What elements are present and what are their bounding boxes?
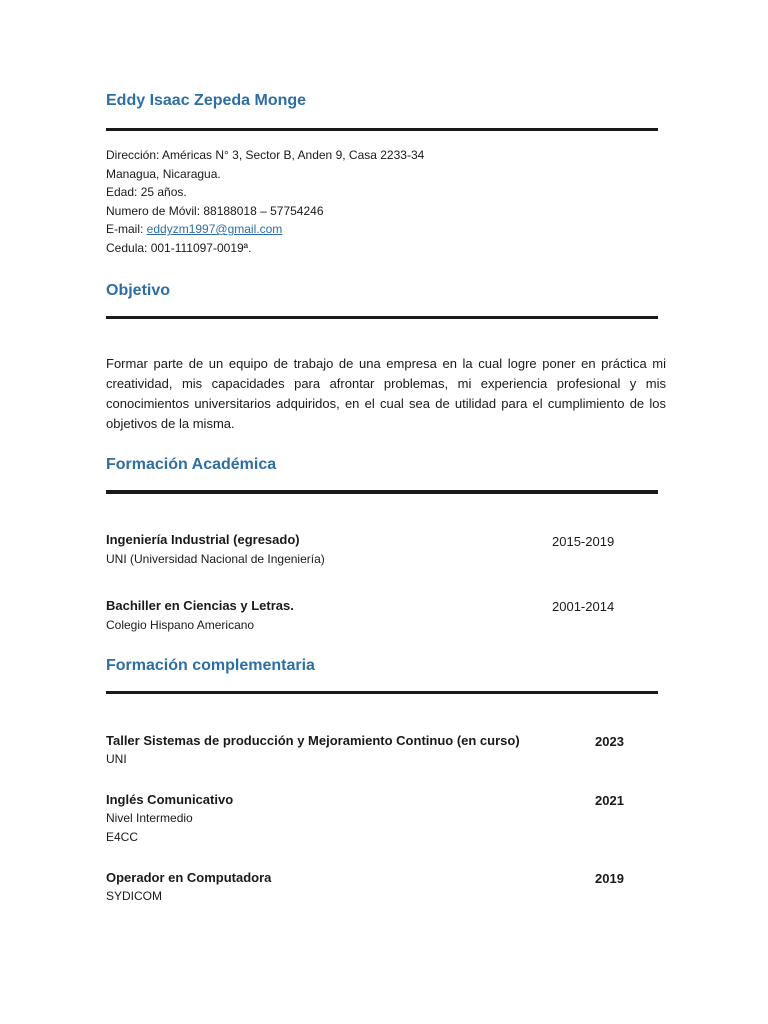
complementary-entry-title: Operador en Computadora bbox=[106, 870, 272, 885]
academic-heading: Formación Académica bbox=[106, 456, 277, 473]
complementary-entry-level: Nivel Intermedio bbox=[106, 811, 193, 825]
complementary-entry-year: 2019 bbox=[595, 871, 624, 886]
complementary-entry-institution: E4CC bbox=[106, 830, 139, 844]
complementary-entry-institution: SYDICOM bbox=[106, 889, 163, 903]
id-line: Cedula: 001-111097-0019ª. bbox=[106, 240, 252, 255]
phone-line: Numero de Móvil: 88188018 – 57754246 bbox=[106, 203, 324, 218]
academic-entry-years: 2015-2019 bbox=[552, 534, 615, 549]
complementary-divider bbox=[106, 691, 658, 694]
age-line: Edad: 25 años. bbox=[106, 185, 187, 199]
name-divider bbox=[106, 128, 658, 131]
academic-entry-title: Bachiller en Ciencias y Letras. bbox=[106, 598, 294, 613]
academic-entry-institution: Colegio Hispano Americano bbox=[106, 618, 255, 632]
academic-entry-years: 2001-2014 bbox=[552, 599, 615, 614]
complementary-entry-title: Taller Sistemas de producción y Mejoramiento Continuo (en curso) bbox=[106, 733, 520, 748]
complementary-entry-year: 2021 bbox=[595, 793, 624, 808]
complementary-heading: Formación complementaria bbox=[106, 657, 315, 674]
email-line bbox=[106, 220, 424, 239]
academic-divider bbox=[106, 490, 658, 494]
contact-block bbox=[106, 146, 424, 257]
complementary-entry-title: Inglés Comunicativo bbox=[106, 792, 234, 807]
complementary-entry-year: 2023 bbox=[595, 734, 624, 749]
academic-entry-institution: UNI (Universidad Nacional de Ingeniería) bbox=[106, 552, 325, 566]
academic-entry-title: Ingeniería Industrial (egresado) bbox=[106, 532, 300, 547]
email-link[interactable]: eddyzm1997@gmail.com bbox=[146, 222, 283, 236]
objective-heading: Objetivo bbox=[106, 282, 171, 299]
objective-text: Formar parte de un equipo de trabajo de una empresa en la cual logre poner en práctica mi creatividad, mis capacidades para afrontar problemas, mi experiencia profesional y mis conocimientos universitarios adquiridos, en el cual sea de utilidad para el cumplimiento de los objetivos de la misma. bbox=[106, 356, 666, 431]
objective-divider bbox=[106, 316, 658, 319]
address-line-1: Dirección: Américas N° 3, Sector B, Anden 9, Casa 2233-34 bbox=[106, 148, 425, 162]
candidate-name: Eddy Isaac Zepeda Monge bbox=[106, 92, 307, 109]
email-label: E-mail: bbox=[106, 222, 147, 236]
address-line-2: Managua, Nicaragua. bbox=[106, 166, 221, 181]
complementary-entry-institution: UNI bbox=[106, 752, 127, 766]
